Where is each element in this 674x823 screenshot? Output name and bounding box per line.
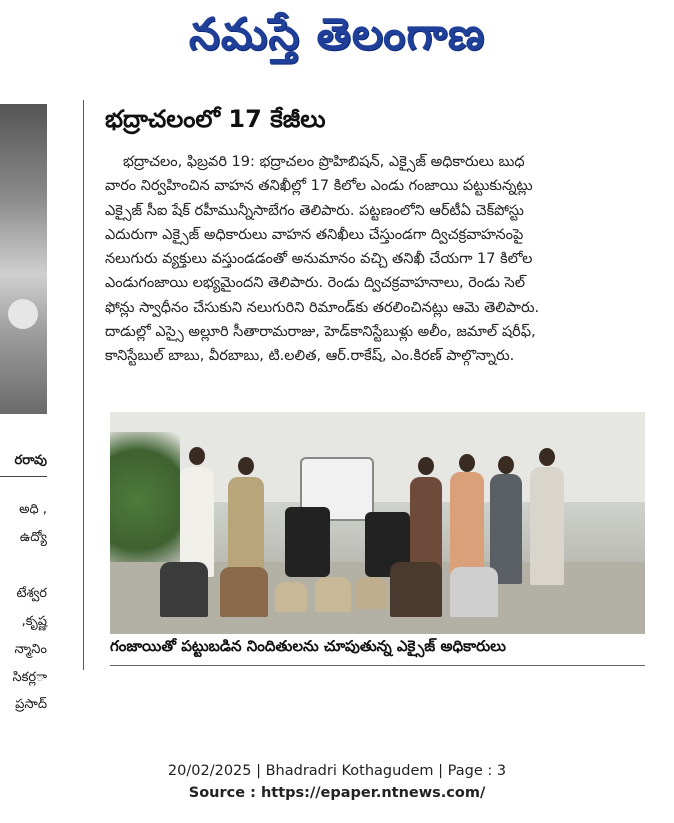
- photo-caption: గంజాయితో పట్టుబడిన నిందితులను చూపుతున్న ఎక్సైజ్ అధికారులు: [110, 637, 645, 666]
- left-column-line: టేశ్వర: [16, 586, 47, 601]
- left-column-line: ప్రసాద్: [15, 697, 47, 712]
- left-column-caption: రరావు: [14, 453, 47, 468]
- newspaper-title: నమస్తే తెలంగాణ: [188, 9, 486, 60]
- article-headline: భద్రాచలంలో 17 కేజీలు: [105, 105, 326, 133]
- article-line: దాడుల్లో ఎస్సై అల్లూరి సీతారామరాజు, హెడ్‌కానిస్టేబుళ్లు అలీం, జమాల్ షరీఫ్,: [105, 324, 536, 341]
- article-line: వారం నిర్వహించిన వాహన తనిఖీల్లో 17 కిలోల ఎండు గంజాయి పట్టుకున్నట్లు: [105, 178, 533, 195]
- left-column-line: , అధి: [19, 502, 47, 517]
- left-column-line: ఉద్యో: [19, 530, 47, 545]
- article-line: భద్రాచలం, ఫిబ్రవరి 19: భద్రాచలం ప్రొహిబిషన్, ఎక్సైజ్ అధికారులు బుధ: [123, 154, 525, 170]
- footer-date-edition: 20/02/2025 | Bhadradri Kothagudem | Page : 3: [167, 763, 507, 779]
- article-line: ఎండుగంజాయి లభ్యమైందని తెలిపారు. రెండు ద్విచక్రవాహనాలు, రెండు సెల్: [105, 275, 525, 292]
- article-line: ఎదురుగా ఎక్సైజ్ అధికారులు వాహన తనిఖీలు చేస్తుండగా ద్విచక్రవాహనంపై: [105, 226, 524, 243]
- left-column-line: ాసికర్ల: [12, 670, 47, 685]
- page-footer: [0, 760, 674, 804]
- article-line: నలుగురు వ్యక్తులు వస్తుండడంతో అనుమానం వచ్చి తనిఖీ చేయగా 17 కిలోల: [105, 251, 533, 268]
- column-divider: [83, 100, 84, 670]
- article-line: కానిస్టేబుల్ బాబు, వీరబాబు, టి.లలిత, ఆర్.రాకేష్, ఎం.కిరణ్ పాల్గొన్నారు.: [105, 348, 515, 365]
- article-line: ఎక్సైజ్ సీఐ షేక్ రహీమున్నీసాబేగం తెలిపారు. పట్టణంలోని ఆర్‌టీఏ చెక్‌పోస్టు: [105, 202, 524, 219]
- left-column-line: న్మానిం: [14, 642, 47, 657]
- article-line: ఫోన్లు స్వాధీనం చేసుకుని నలుగురిని రిమాండ్‌కు తరలించినట్లు ఆమె తెలిపారు.: [105, 299, 540, 316]
- left-column-line: కృష్ణ,: [21, 614, 47, 629]
- left-column-fragment: [0, 100, 47, 712]
- divider: [0, 476, 47, 477]
- news-photo: [110, 412, 645, 634]
- article-body: [105, 150, 645, 369]
- left-column-photo: [0, 104, 47, 414]
- footer-source: Source : https://epaper.ntnews.com/: [188, 785, 486, 801]
- masthead: [0, 0, 674, 80]
